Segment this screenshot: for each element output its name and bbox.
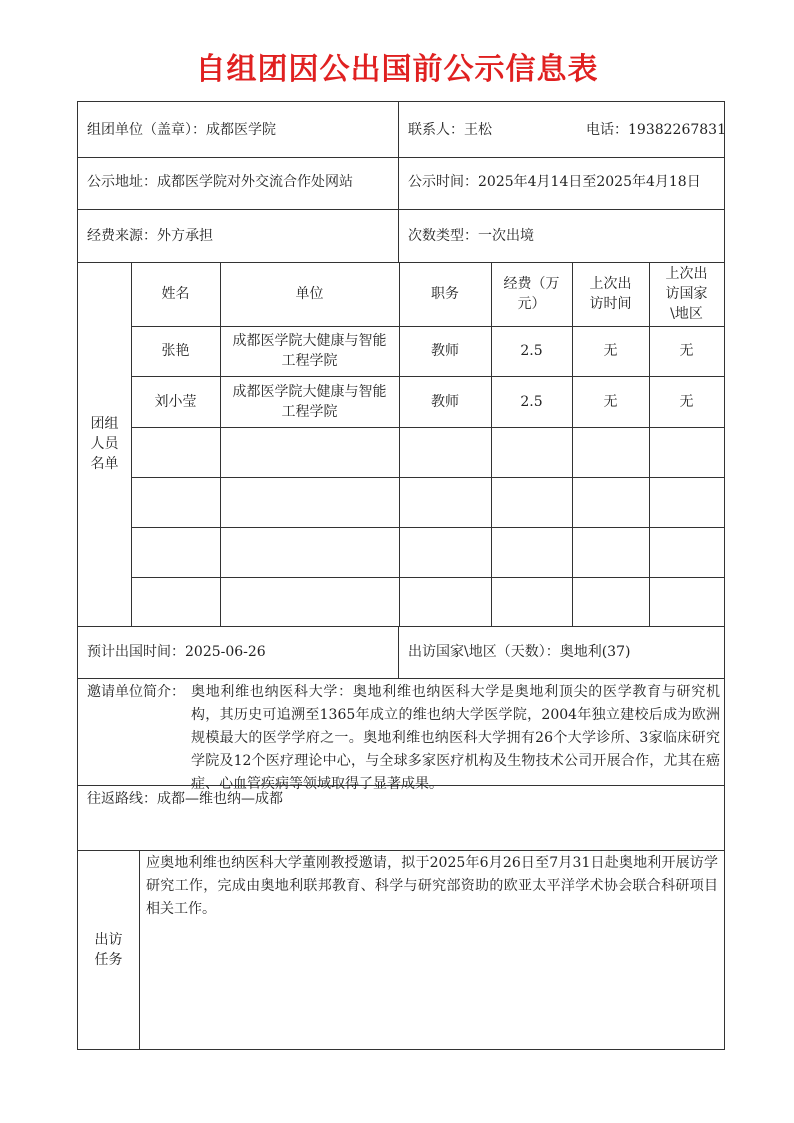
col-divider xyxy=(398,102,399,262)
funding-field xyxy=(87,227,213,245)
trip-type-field xyxy=(408,227,534,245)
contact-field xyxy=(408,121,492,139)
trip-type-value: 一次出境 xyxy=(478,228,534,244)
row-divider xyxy=(78,157,724,158)
header-unit: 单位 xyxy=(295,286,324,302)
header-name: 姓名 xyxy=(161,286,190,302)
contact-label: 联系人： xyxy=(408,122,464,138)
member-fee: 2.5 xyxy=(520,393,543,410)
member-unit xyxy=(220,326,399,376)
member-position: 教师 xyxy=(431,343,459,359)
header-fee-text: 经费（万元） xyxy=(503,276,560,312)
mission-label xyxy=(78,850,139,1049)
address-value: 成都医学院对外交流合作处网站 xyxy=(157,174,353,190)
page-title: 自组团因公出国前公示信息表 xyxy=(195,52,599,87)
destination-field xyxy=(408,643,630,661)
header-last-country-text: 上次出访国家\地区 xyxy=(665,266,708,322)
member-last-time: 无 xyxy=(603,393,618,410)
member-unit-text: 成都医学院大健康与智能工程学院 xyxy=(232,333,387,369)
contact-value: 王松 xyxy=(464,122,492,138)
departure-label: 预计出国时间： xyxy=(87,644,185,660)
org-field xyxy=(87,121,276,139)
address-field xyxy=(87,173,353,191)
row-divider xyxy=(78,850,724,851)
phone-field xyxy=(586,121,726,139)
members-side-label xyxy=(78,262,131,626)
invite-text: 奥地利维也纳医科大学：奥地利维也纳医科大学是奥地利顶尖的医学教育与研究机构，其历史可追溯至1365年成立的维也纳大学医学院，2004年独立建校后成为欧洲规模最大的医学学府之一。奥地利维也纳医科大学拥有26个大学诊所、3家临床研究学院及12个医疗理论中心，与全球多家医疗机构及生物技术公司开展合作，尤其在癌症、心血管疾病等领域取得了显著成果。 xyxy=(191,684,720,792)
phone-value: 19382267831 xyxy=(628,122,726,138)
funding-value: 外方承担 xyxy=(157,228,213,244)
header-last-time-text: 上次出访时间 xyxy=(589,276,632,312)
org-value: 成都医学院 xyxy=(206,122,276,138)
funding-label: 经费来源： xyxy=(87,228,157,244)
col-divider xyxy=(139,850,140,1049)
trip-type-label: 次数类型： xyxy=(408,228,478,244)
route-field xyxy=(87,788,283,811)
member-last-time: 无 xyxy=(603,343,618,359)
member-fee: 2.5 xyxy=(520,343,543,359)
departure-field xyxy=(87,643,266,661)
row-divider xyxy=(78,626,724,627)
header-last-country xyxy=(649,262,724,326)
member-name: 张艳 xyxy=(161,343,190,359)
period-label: 公示时间： xyxy=(408,174,478,190)
member-unit xyxy=(220,376,399,427)
org-label: 组团单位（盖章）： xyxy=(87,122,206,138)
member-last-country: 无 xyxy=(679,393,694,410)
member-position: 教师 xyxy=(431,393,459,410)
header-fee xyxy=(491,262,572,326)
invite-label: 邀请单位简介： xyxy=(87,684,185,700)
header-last-time xyxy=(572,262,649,326)
row-divider xyxy=(78,678,724,679)
destination-label: 出访国家\地区（天数）： xyxy=(408,644,560,660)
members-side-label-text: 团组人员名单 xyxy=(90,416,119,472)
member-unit-text: 成都医学院大健康与智能工程学院 xyxy=(232,383,387,420)
destination-value: 奥地利(37) xyxy=(559,644,631,660)
member-name: 刘小莹 xyxy=(154,393,197,410)
info-table xyxy=(77,101,725,1050)
period-value: 2025年4月14日至2025年4月18日 xyxy=(478,174,701,190)
address-label: 公示地址： xyxy=(87,174,157,190)
member-last-country: 无 xyxy=(679,343,694,359)
col-divider xyxy=(398,626,399,678)
route-label: 往返路线： xyxy=(87,791,157,807)
route-value: 成都—维也纳—成都 xyxy=(157,791,283,807)
phone-label: 电话： xyxy=(586,122,628,138)
departure-value: 2025-06-26 xyxy=(185,644,266,660)
period-field xyxy=(408,173,701,191)
mission-text: 应奥地利维也纳医科大学董刚教授邀请，拟于2025年6月26日至7月31日赴奥地利开展访学研究工作，完成由奥地利联邦教育、科学与研究部资助的欧亚太平洋学术协会联合科研项目相关工作。 xyxy=(146,855,718,917)
row-divider xyxy=(78,209,724,210)
header-position: 职务 xyxy=(431,286,459,302)
mission-label-text: 出访任务 xyxy=(94,931,123,968)
